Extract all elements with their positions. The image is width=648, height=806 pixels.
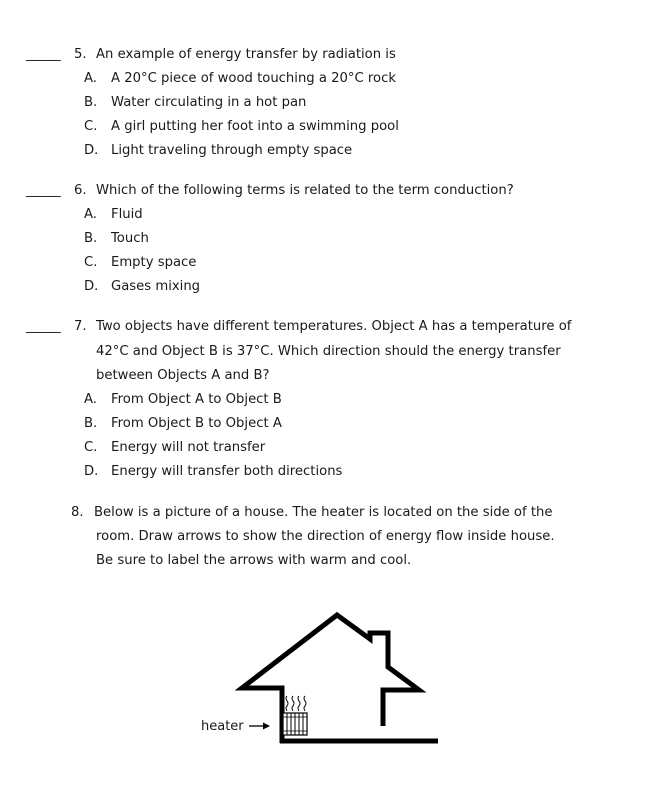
question-stem-q8-line3: Be sure to label the arrows with warm and cool. [96,553,412,568]
heater-label: heater [201,719,244,734]
question-stem-q8-line2: room. Draw arrows to show the direction of energy flow inside house. [96,529,555,544]
option-letter: C. [84,440,98,455]
answer-blank-q7[interactable]: ______ [26,319,60,334]
option-letter: B. [84,416,98,431]
option-text: From Object A to Object B [111,392,282,407]
question-stem-q5: An example of energy transfer by radiation is [96,47,396,62]
house-diagram[interactable] [190,605,450,755]
option-text: Light traveling through empty space [111,143,353,158]
answer-blank-q6[interactable]: ______ [26,183,60,198]
heater-icon [283,713,307,735]
option-text: Energy will transfer both directions [111,464,343,479]
question-stem-q6: Which of the following terms is related to the term conduction? [96,183,514,198]
option-letter: D. [84,464,99,479]
question-stem-q7-line1: Two objects have different temperatures. Object A has a temperature of [96,319,572,334]
answer-blank-q5[interactable]: ______ [26,47,60,62]
question-stem-q7-line3: between Objects A and B? [96,368,270,383]
option-letter: B. [84,231,98,246]
question-number-q7: 7. [74,319,87,334]
option-letter: C. [84,119,98,134]
option-letter: B. [84,95,98,110]
option-text: Fluid [111,207,143,222]
option-letter: A. [84,71,97,86]
option-text: Water circulating in a hot pan [111,95,307,110]
heat-waves-icon [286,696,306,711]
house-outline [242,615,419,726]
question-stem-q7-line2: 42°C and Object B is 37°C. Which direction should the energy transfer [96,344,561,359]
option-letter: D. [84,143,99,158]
question-number-q5: 5. [74,47,87,62]
option-letter: C. [84,255,98,270]
option-text: A 20°C piece of wood touching a 20°C rock [111,71,397,86]
option-letter: D. [84,279,99,294]
option-text: A girl putting her foot into a swimming pool [111,119,399,134]
option-letter: A. [84,207,97,222]
question-number-q6: 6. [74,183,87,198]
option-letter: A. [84,392,97,407]
question-stem-q8-line1: Below is a picture of a house. The heater is located on the side of the [94,505,553,520]
option-text: Energy will not transfer [111,440,266,455]
option-text: Empty space [111,255,197,270]
option-text: Touch [111,231,149,246]
option-text: From Object B to Object A [111,416,282,431]
option-text: Gases mixing [111,279,201,294]
heater-pointer-arrow-icon [249,723,270,730]
question-number-q8: 8. [71,505,84,520]
